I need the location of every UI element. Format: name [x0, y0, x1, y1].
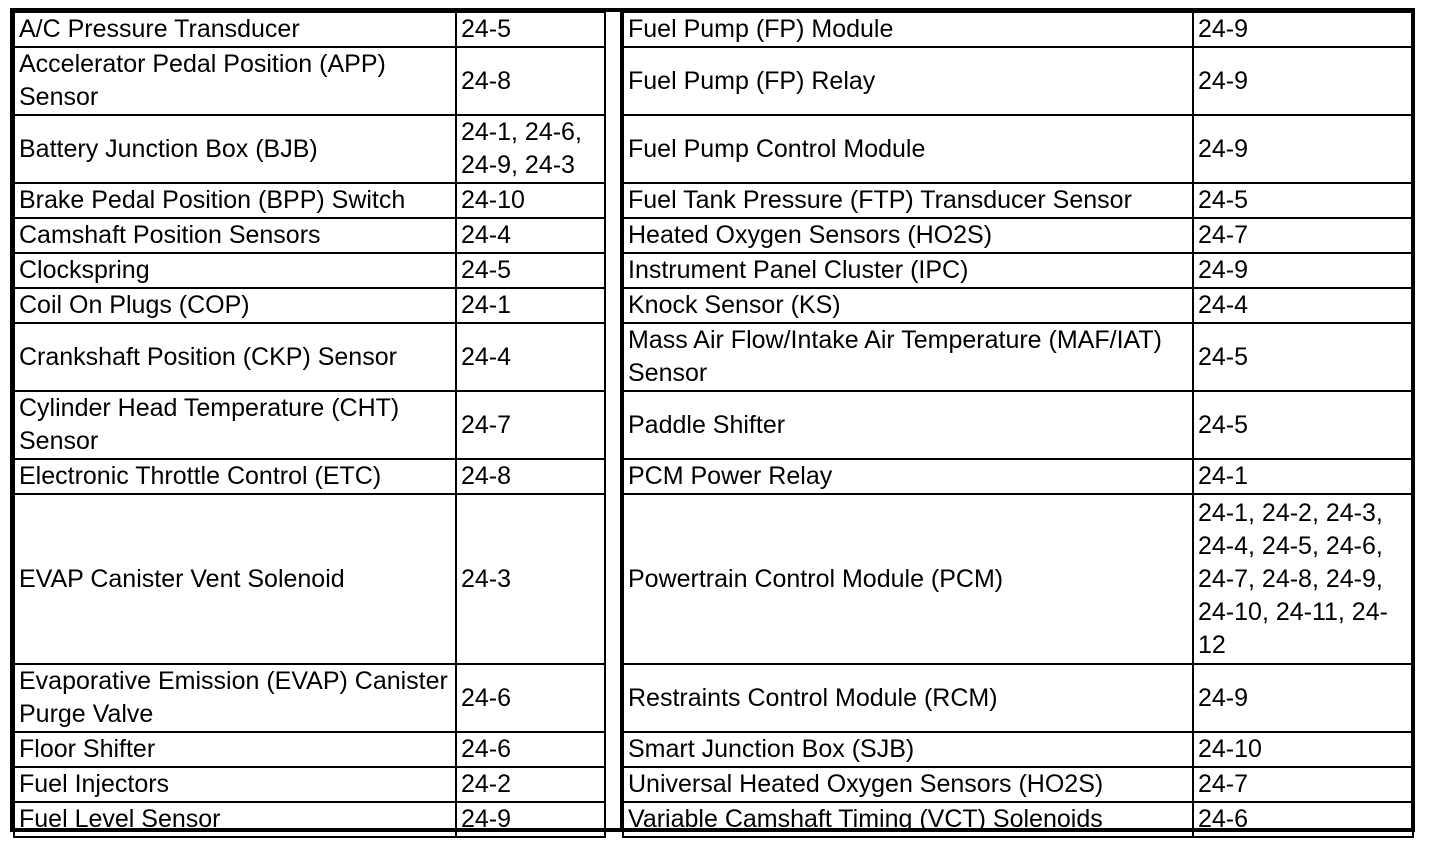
- page-reference: 24-9: [1193, 47, 1413, 115]
- table-row: [14, 494, 605, 664]
- component-name: Floor Shifter: [14, 732, 456, 767]
- component-name: Smart Junction Box (SJB): [623, 732, 1193, 767]
- component-name: Heated Oxygen Sensors (HO2S): [623, 218, 1193, 253]
- component-name: EVAP Canister Vent Solenoid: [14, 494, 456, 664]
- table-row: [623, 323, 1413, 391]
- page-reference: 24-10: [456, 183, 605, 218]
- page-reference: 24-6: [1193, 802, 1413, 837]
- component-name: Universal Heated Oxygen Sensors (HO2S): [623, 767, 1193, 802]
- component-name: Fuel Tank Pressure (FTP) Transducer Sensor: [623, 183, 1193, 218]
- page-reference: 24-1, 24-2, 24-3, 24-4, 24-5, 24-6, 24-7, 24-8, 24-9, 24-10, 24-11, 24-12: [1193, 494, 1413, 664]
- page-reference: 24-8: [456, 47, 605, 115]
- page-reference: 24-3: [456, 494, 605, 664]
- component-name: Powertrain Control Module (PCM): [623, 494, 1193, 664]
- table-row: [14, 323, 605, 391]
- page-reference: 24-10: [1193, 732, 1413, 767]
- page-reference: 24-5: [1193, 391, 1413, 459]
- component-name: Coil On Plugs (COP): [14, 288, 456, 323]
- component-location-index: [10, 8, 1415, 832]
- page-reference: 24-9: [1193, 664, 1413, 732]
- component-name: Restraints Control Module (RCM): [623, 664, 1193, 732]
- right-index-table: [622, 11, 1414, 838]
- component-name: Fuel Level Sensor: [14, 802, 456, 837]
- component-name: Fuel Pump Control Module: [623, 115, 1193, 183]
- page-reference: 24-5: [1193, 323, 1413, 391]
- page-reference: 24-8: [456, 459, 605, 494]
- table-row: [14, 732, 605, 767]
- page-reference: 24-1: [1193, 459, 1413, 494]
- table-row: [623, 218, 1413, 253]
- table-row: [14, 115, 605, 183]
- component-name: Knock Sensor (KS): [623, 288, 1193, 323]
- table-row: [623, 47, 1413, 115]
- table-row: [623, 253, 1413, 288]
- page-reference: 24-9: [456, 802, 605, 837]
- table-row: [623, 767, 1413, 802]
- component-name: Evaporative Emission (EVAP) Canister Purge Valve: [14, 664, 456, 732]
- page-reference: 24-5: [1193, 183, 1413, 218]
- component-name: PCM Power Relay: [623, 459, 1193, 494]
- table-row: [14, 767, 605, 802]
- component-name: Variable Camshaft Timing (VCT) Solenoids: [623, 802, 1193, 837]
- table-row: [623, 391, 1413, 459]
- component-name: Fuel Injectors: [14, 767, 456, 802]
- component-name: Brake Pedal Position (BPP) Switch: [14, 183, 456, 218]
- page-reference: 24-4: [456, 218, 605, 253]
- page-reference: 24-5: [456, 253, 605, 288]
- table-row: [623, 459, 1413, 494]
- table-row: [623, 732, 1413, 767]
- table-row: [623, 115, 1413, 183]
- table-row: [14, 183, 605, 218]
- table-row: [14, 218, 605, 253]
- table-row: [623, 664, 1413, 732]
- left-index-table: [13, 11, 606, 838]
- component-name: Paddle Shifter: [623, 391, 1193, 459]
- table-row: [14, 253, 605, 288]
- table-row: [14, 459, 605, 494]
- table-row: [623, 288, 1413, 323]
- component-name: Accelerator Pedal Position (APP) Sensor: [14, 47, 456, 115]
- page-reference: 24-4: [1193, 288, 1413, 323]
- component-name: Instrument Panel Cluster (IPC): [623, 253, 1193, 288]
- page-reference: 24-5: [456, 12, 605, 47]
- page-reference: 24-6: [456, 732, 605, 767]
- table-row: [14, 47, 605, 115]
- component-name: Fuel Pump (FP) Module: [623, 12, 1193, 47]
- table-row: [14, 391, 605, 459]
- table-row: [14, 288, 605, 323]
- component-name: Battery Junction Box (BJB): [14, 115, 456, 183]
- page-reference: 24-4: [456, 323, 605, 391]
- component-name: Fuel Pump (FP) Relay: [623, 47, 1193, 115]
- page-reference: 24-7: [456, 391, 605, 459]
- table-row: [14, 802, 605, 837]
- page-reference: 24-9: [1193, 12, 1413, 47]
- table-row: [623, 494, 1413, 664]
- page-reference: 24-9: [1193, 253, 1413, 288]
- page-reference: 24-1, 24-6, 24-9, 24-3: [456, 115, 605, 183]
- table-row: [623, 802, 1413, 837]
- table-row: [623, 12, 1413, 47]
- component-name: Crankshaft Position (CKP) Sensor: [14, 323, 456, 391]
- page-reference: 24-7: [1193, 218, 1413, 253]
- page-reference: 24-2: [456, 767, 605, 802]
- table-row: [14, 12, 605, 47]
- column-divider: [604, 11, 622, 829]
- table-row: [623, 183, 1413, 218]
- page-reference: 24-9: [1193, 115, 1413, 183]
- table-row: [14, 664, 605, 732]
- component-name: Electronic Throttle Control (ETC): [14, 459, 456, 494]
- component-name: Cylinder Head Temperature (CHT) Sensor: [14, 391, 456, 459]
- component-name: Clockspring: [14, 253, 456, 288]
- component-name: Camshaft Position Sensors: [14, 218, 456, 253]
- component-name: A/C Pressure Transducer: [14, 12, 456, 47]
- component-name: Mass Air Flow/Intake Air Temperature (MAF/IAT) Sensor: [623, 323, 1193, 391]
- page-reference: 24-1: [456, 288, 605, 323]
- page-reference: 24-7: [1193, 767, 1413, 802]
- page-reference: 24-6: [456, 664, 605, 732]
